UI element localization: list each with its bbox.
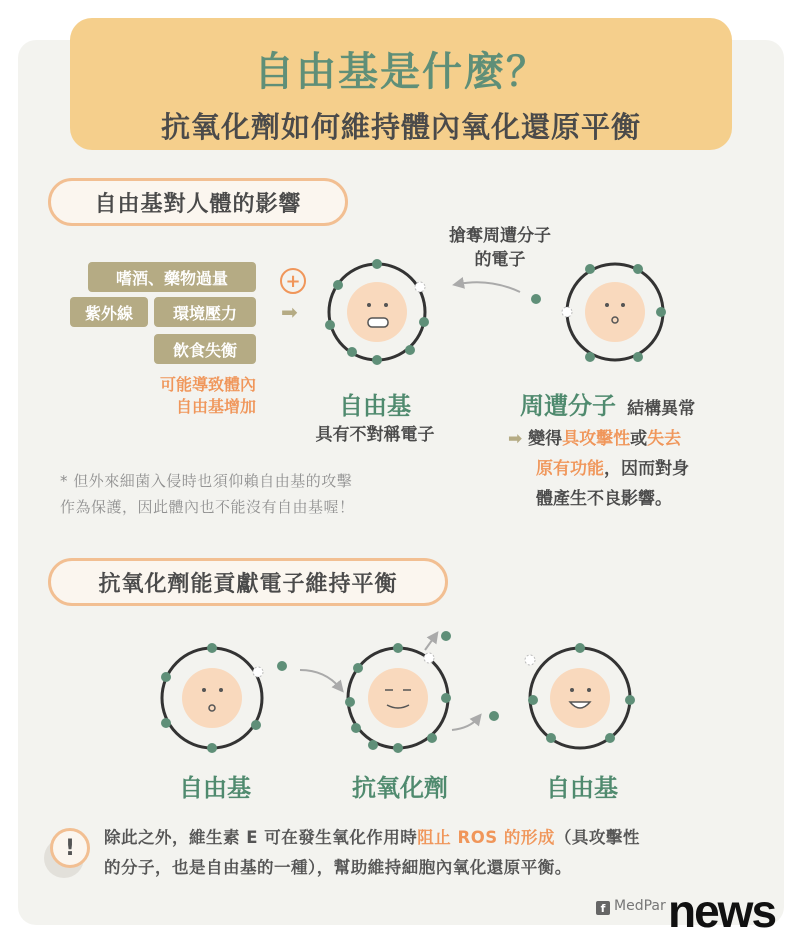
effect-p6: ，因而對身 <box>604 459 689 479</box>
page-subtitle: 抗氧化劑如何維持體內氧化還原平衡 <box>160 110 641 144</box>
note-line2: 作為保護，因此體內也不能沒有自由基喔！ <box>60 498 355 516</box>
cause-tag-uv: 紫外線 <box>70 297 148 327</box>
free-radical-desc: 具有不對稱電子 <box>315 425 435 445</box>
footer-text <box>104 823 764 883</box>
footer-text-line2: 的分子，也是自由基的一種），幫助維持細胞內氧化還原平衡。 <box>104 858 572 877</box>
antioxidant-label: 抗氧化劑 <box>352 774 448 802</box>
cause-tag-alcohol: 嗜酒、藥物過量 <box>88 262 256 292</box>
antioxidant-molecule <box>345 643 451 753</box>
result-line1: 可能導致體內 <box>159 375 256 394</box>
section2-heading: 抗氧化劑能貢獻電子維持平衡 <box>48 558 448 606</box>
effect-p4: 失去 <box>647 429 682 449</box>
cause-tag-stress: 環境壓力 <box>154 297 256 327</box>
free-radical-molecule-left <box>161 643 263 753</box>
arrow-right-icon: ➡ <box>281 300 298 324</box>
steal-label-line1: 搶奪周遭分子 <box>449 226 551 246</box>
free-radical-molecule-right <box>525 643 635 748</box>
steal-label-line2: 的電子 <box>474 250 526 270</box>
footer-text-highlight: 阻止 ROS 的形成 <box>417 828 555 847</box>
warning-icon: ! <box>50 828 90 868</box>
steal-arrow <box>458 282 520 292</box>
effect-p2: 具攻擊性 <box>562 429 631 449</box>
free-radical-label-right: 自由基 <box>546 774 618 802</box>
free-radical-label: 自由基 <box>339 392 411 420</box>
credit <box>596 898 666 915</box>
footer-text-part2: （具攻擊性 <box>554 828 640 847</box>
note-line1: * 但外來細菌入侵時也須仰賴自由基的攻擊 <box>60 472 353 490</box>
facebook-icon: f <box>596 901 610 915</box>
effect-p1: 變得 <box>528 429 563 449</box>
effect-p3: 或 <box>630 429 648 449</box>
free-radical-label-left: 自由基 <box>179 774 251 802</box>
page-title: 自由基是什麼？ <box>254 49 548 95</box>
effect-p7: 體產生不良影響。 <box>536 489 672 509</box>
credit-text: MedPar <box>614 898 666 914</box>
neighbor-desc: 結構異常 <box>627 399 696 419</box>
news-watermark: news <box>668 885 776 937</box>
footer-text-part1: 除此之外，維生素 E 可在發生氧化作用時 <box>104 828 418 847</box>
neighbor-label: 周遭分子 <box>520 392 616 420</box>
plus-icon: + <box>280 268 306 294</box>
cause-tag-diet: 飲食失衡 <box>154 334 256 364</box>
free-radical-molecule-top <box>325 259 429 365</box>
effect-p5: 原有功能 <box>536 459 604 479</box>
section1-heading: 自由基對人體的影響 <box>48 178 348 226</box>
result-line2: 自由基增加 <box>175 397 256 416</box>
effect-arrow-icon: ➡ <box>508 429 523 449</box>
neighbor-molecule <box>562 264 666 362</box>
